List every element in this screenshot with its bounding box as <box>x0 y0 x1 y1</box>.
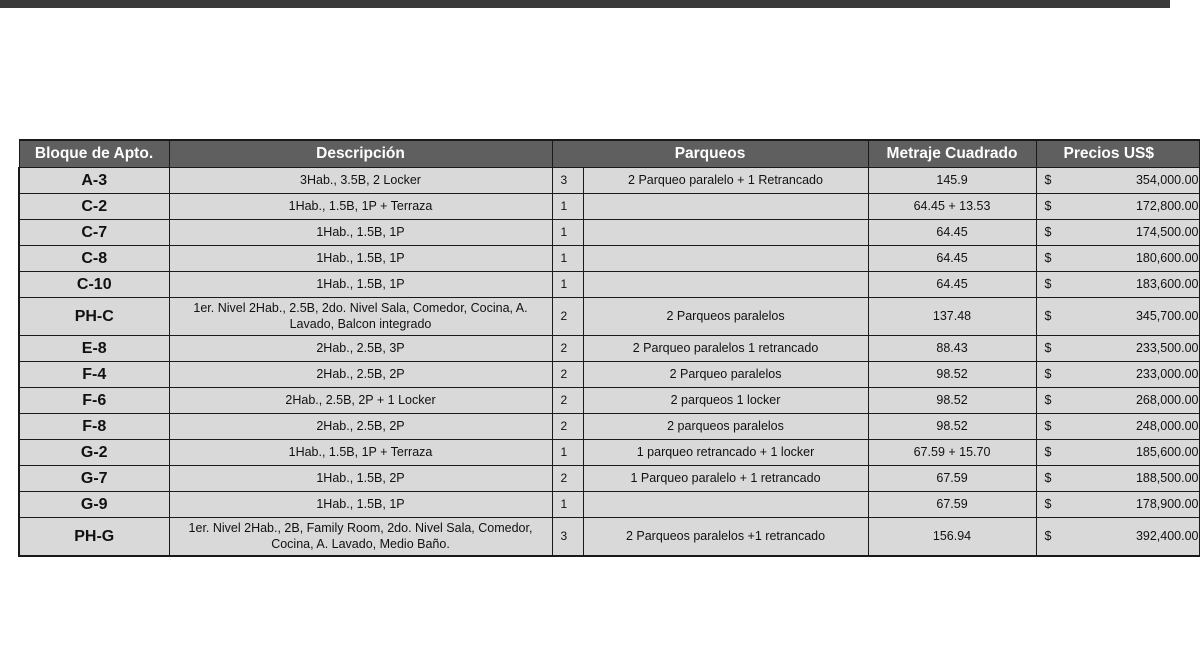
cell-metraje: 64.45 <box>868 272 1036 298</box>
cell-precio: 180,600.00 <box>1066 246 1199 272</box>
cell-bloque: C-2 <box>19 194 169 220</box>
table-row <box>19 298 1199 336</box>
cell-currency: $ <box>1036 388 1066 414</box>
table-row <box>19 492 1199 518</box>
cell-currency: $ <box>1036 220 1066 246</box>
cell-descripcion: 1Hab., 1.5B, 1P <box>169 272 552 298</box>
cell-metraje: 98.52 <box>868 362 1036 388</box>
table-row <box>19 336 1199 362</box>
top-bar <box>0 0 1170 8</box>
cell-currency: $ <box>1036 440 1066 466</box>
cell-descripcion: 2Hab., 2.5B, 2P <box>169 414 552 440</box>
cell-parqueos-count: 2 <box>552 388 583 414</box>
cell-parqueos-count: 2 <box>552 362 583 388</box>
cell-bloque: PH-G <box>19 518 169 557</box>
cell-metraje: 137.48 <box>868 298 1036 336</box>
cell-descripcion: 3Hab., 3.5B, 2 Locker <box>169 168 552 194</box>
header-precios: Precios US$ <box>1036 140 1199 168</box>
cell-descripcion: 2Hab., 2.5B, 2P + 1 Locker <box>169 388 552 414</box>
cell-bloque: F-8 <box>19 414 169 440</box>
cell-currency: $ <box>1036 194 1066 220</box>
cell-parqueos-count: 2 <box>552 414 583 440</box>
cell-descripcion: 2Hab., 2.5B, 3P <box>169 336 552 362</box>
cell-descripcion: 1Hab., 1.5B, 1P <box>169 220 552 246</box>
cell-precio: 233,500.00 <box>1066 336 1199 362</box>
cell-precio: 345,700.00 <box>1066 298 1199 336</box>
cell-parqueos: 2 Parqueo paralelos <box>583 362 868 388</box>
price-table-container <box>18 139 1199 563</box>
cell-precio: 354,000.00 <box>1066 168 1199 194</box>
cell-parqueos: 2 parqueos 1 locker <box>583 388 868 414</box>
cell-bloque: G-9 <box>19 492 169 518</box>
cell-descripcion: 1Hab., 1.5B, 1P + Terraza <box>169 194 552 220</box>
cell-precio: 248,000.00 <box>1066 414 1199 440</box>
cell-descripcion: 1Hab., 1.5B, 1P <box>169 246 552 272</box>
cell-parqueos <box>583 272 868 298</box>
cell-bloque: PH-C <box>19 298 169 336</box>
cell-precio: 174,500.00 <box>1066 220 1199 246</box>
cell-parqueos <box>583 194 868 220</box>
cell-parqueos-count: 3 <box>552 168 583 194</box>
cell-parqueos-count: 2 <box>552 466 583 492</box>
cell-parqueos <box>583 246 868 272</box>
cell-precio: 178,900.00 <box>1066 492 1199 518</box>
cell-metraje: 98.52 <box>868 388 1036 414</box>
cell-parqueos-count: 1 <box>552 194 583 220</box>
cell-descripcion: 1er. Nivel 2Hab., 2B, Family Room, 2do. Nivel Sala, Comedor, Cocina, A. Lavado, Medio Baño. <box>169 518 552 557</box>
cell-bloque: A-3 <box>19 168 169 194</box>
cell-metraje: 145.9 <box>868 168 1036 194</box>
cell-parqueos: 2 Parqueo paralelo + 1 Retrancado <box>583 168 868 194</box>
table-header-row <box>19 140 1199 168</box>
cell-bloque: C-10 <box>19 272 169 298</box>
cell-precio: 185,600.00 <box>1066 440 1199 466</box>
cell-descripcion: 1Hab., 1.5B, 1P <box>169 492 552 518</box>
table-row <box>19 168 1199 194</box>
cell-parqueos <box>583 220 868 246</box>
table-row <box>19 220 1199 246</box>
cell-bloque: C-7 <box>19 220 169 246</box>
cell-bloque: G-2 <box>19 440 169 466</box>
cell-parqueos: 1 Parqueo paralelo + 1 retrancado <box>583 466 868 492</box>
cell-precio: 268,000.00 <box>1066 388 1199 414</box>
cell-parqueos-count: 1 <box>552 220 583 246</box>
cell-currency: $ <box>1036 518 1066 557</box>
cell-descripcion: 1er. Nivel 2Hab., 2.5B, 2do. Nivel Sala, Comedor, Cocina, A. Lavado, Balcon integrado <box>169 298 552 336</box>
cell-metraje: 64.45 + 13.53 <box>868 194 1036 220</box>
table-row <box>19 194 1199 220</box>
cell-parqueos <box>583 492 868 518</box>
header-parqueos: Parqueos <box>552 140 868 168</box>
cell-metraje: 88.43 <box>868 336 1036 362</box>
table-body <box>19 168 1199 557</box>
cell-metraje: 67.59 <box>868 492 1036 518</box>
cell-bloque: F-6 <box>19 388 169 414</box>
table-row <box>19 272 1199 298</box>
cell-currency: $ <box>1036 168 1066 194</box>
cell-parqueos-count: 2 <box>552 336 583 362</box>
cell-precio: 183,600.00 <box>1066 272 1199 298</box>
header-metraje: Metraje Cuadrado <box>868 140 1036 168</box>
cell-parqueos-count: 3 <box>552 518 583 557</box>
cell-parqueos-count: 1 <box>552 492 583 518</box>
cell-parqueos: 2 Parqueo paralelos 1 retrancado <box>583 336 868 362</box>
cell-parqueos: 1 parqueo retrancado + 1 locker <box>583 440 868 466</box>
cell-parqueos-count: 2 <box>552 298 583 336</box>
cell-parqueos-count: 1 <box>552 246 583 272</box>
cell-precio: 172,800.00 <box>1066 194 1199 220</box>
cell-precio: 233,000.00 <box>1066 362 1199 388</box>
cell-currency: $ <box>1036 336 1066 362</box>
table-row <box>19 246 1199 272</box>
cell-parqueos-count: 1 <box>552 272 583 298</box>
cell-currency: $ <box>1036 362 1066 388</box>
cell-parqueos: 2 parqueos paralelos <box>583 414 868 440</box>
cell-bloque: F-4 <box>19 362 169 388</box>
cell-metraje: 98.52 <box>868 414 1036 440</box>
cell-precio: 392,400.00 <box>1066 518 1199 557</box>
table-row <box>19 362 1199 388</box>
cell-currency: $ <box>1036 272 1066 298</box>
cell-metraje: 156.94 <box>868 518 1036 557</box>
table-row <box>19 440 1199 466</box>
cell-descripcion: 2Hab., 2.5B, 2P <box>169 362 552 388</box>
cell-currency: $ <box>1036 414 1066 440</box>
cell-metraje: 67.59 + 15.70 <box>868 440 1036 466</box>
cell-bloque: C-8 <box>19 246 169 272</box>
cell-bloque: E-8 <box>19 336 169 362</box>
cell-currency: $ <box>1036 492 1066 518</box>
header-descripcion: Descripción <box>169 140 552 168</box>
price-table <box>18 139 1200 557</box>
cell-precio: 188,500.00 <box>1066 466 1199 492</box>
cell-currency: $ <box>1036 246 1066 272</box>
cell-descripcion: 1Hab., 1.5B, 2P <box>169 466 552 492</box>
cell-currency: $ <box>1036 298 1066 336</box>
header-bloque: Bloque de Apto. <box>19 140 169 168</box>
table-row <box>19 518 1199 557</box>
cell-parqueos: 2 Parqueos paralelos +1 retrancado <box>583 518 868 557</box>
cell-metraje: 67.59 <box>868 466 1036 492</box>
cell-metraje: 64.45 <box>868 246 1036 272</box>
table-row <box>19 388 1199 414</box>
table-row <box>19 466 1199 492</box>
cell-metraje: 64.45 <box>868 220 1036 246</box>
cell-bloque: G-7 <box>19 466 169 492</box>
cell-descripcion: 1Hab., 1.5B, 1P + Terraza <box>169 440 552 466</box>
cell-parqueos: 2 Parqueos paralelos <box>583 298 868 336</box>
cell-currency: $ <box>1036 466 1066 492</box>
table-row <box>19 414 1199 440</box>
cell-parqueos-count: 1 <box>552 440 583 466</box>
